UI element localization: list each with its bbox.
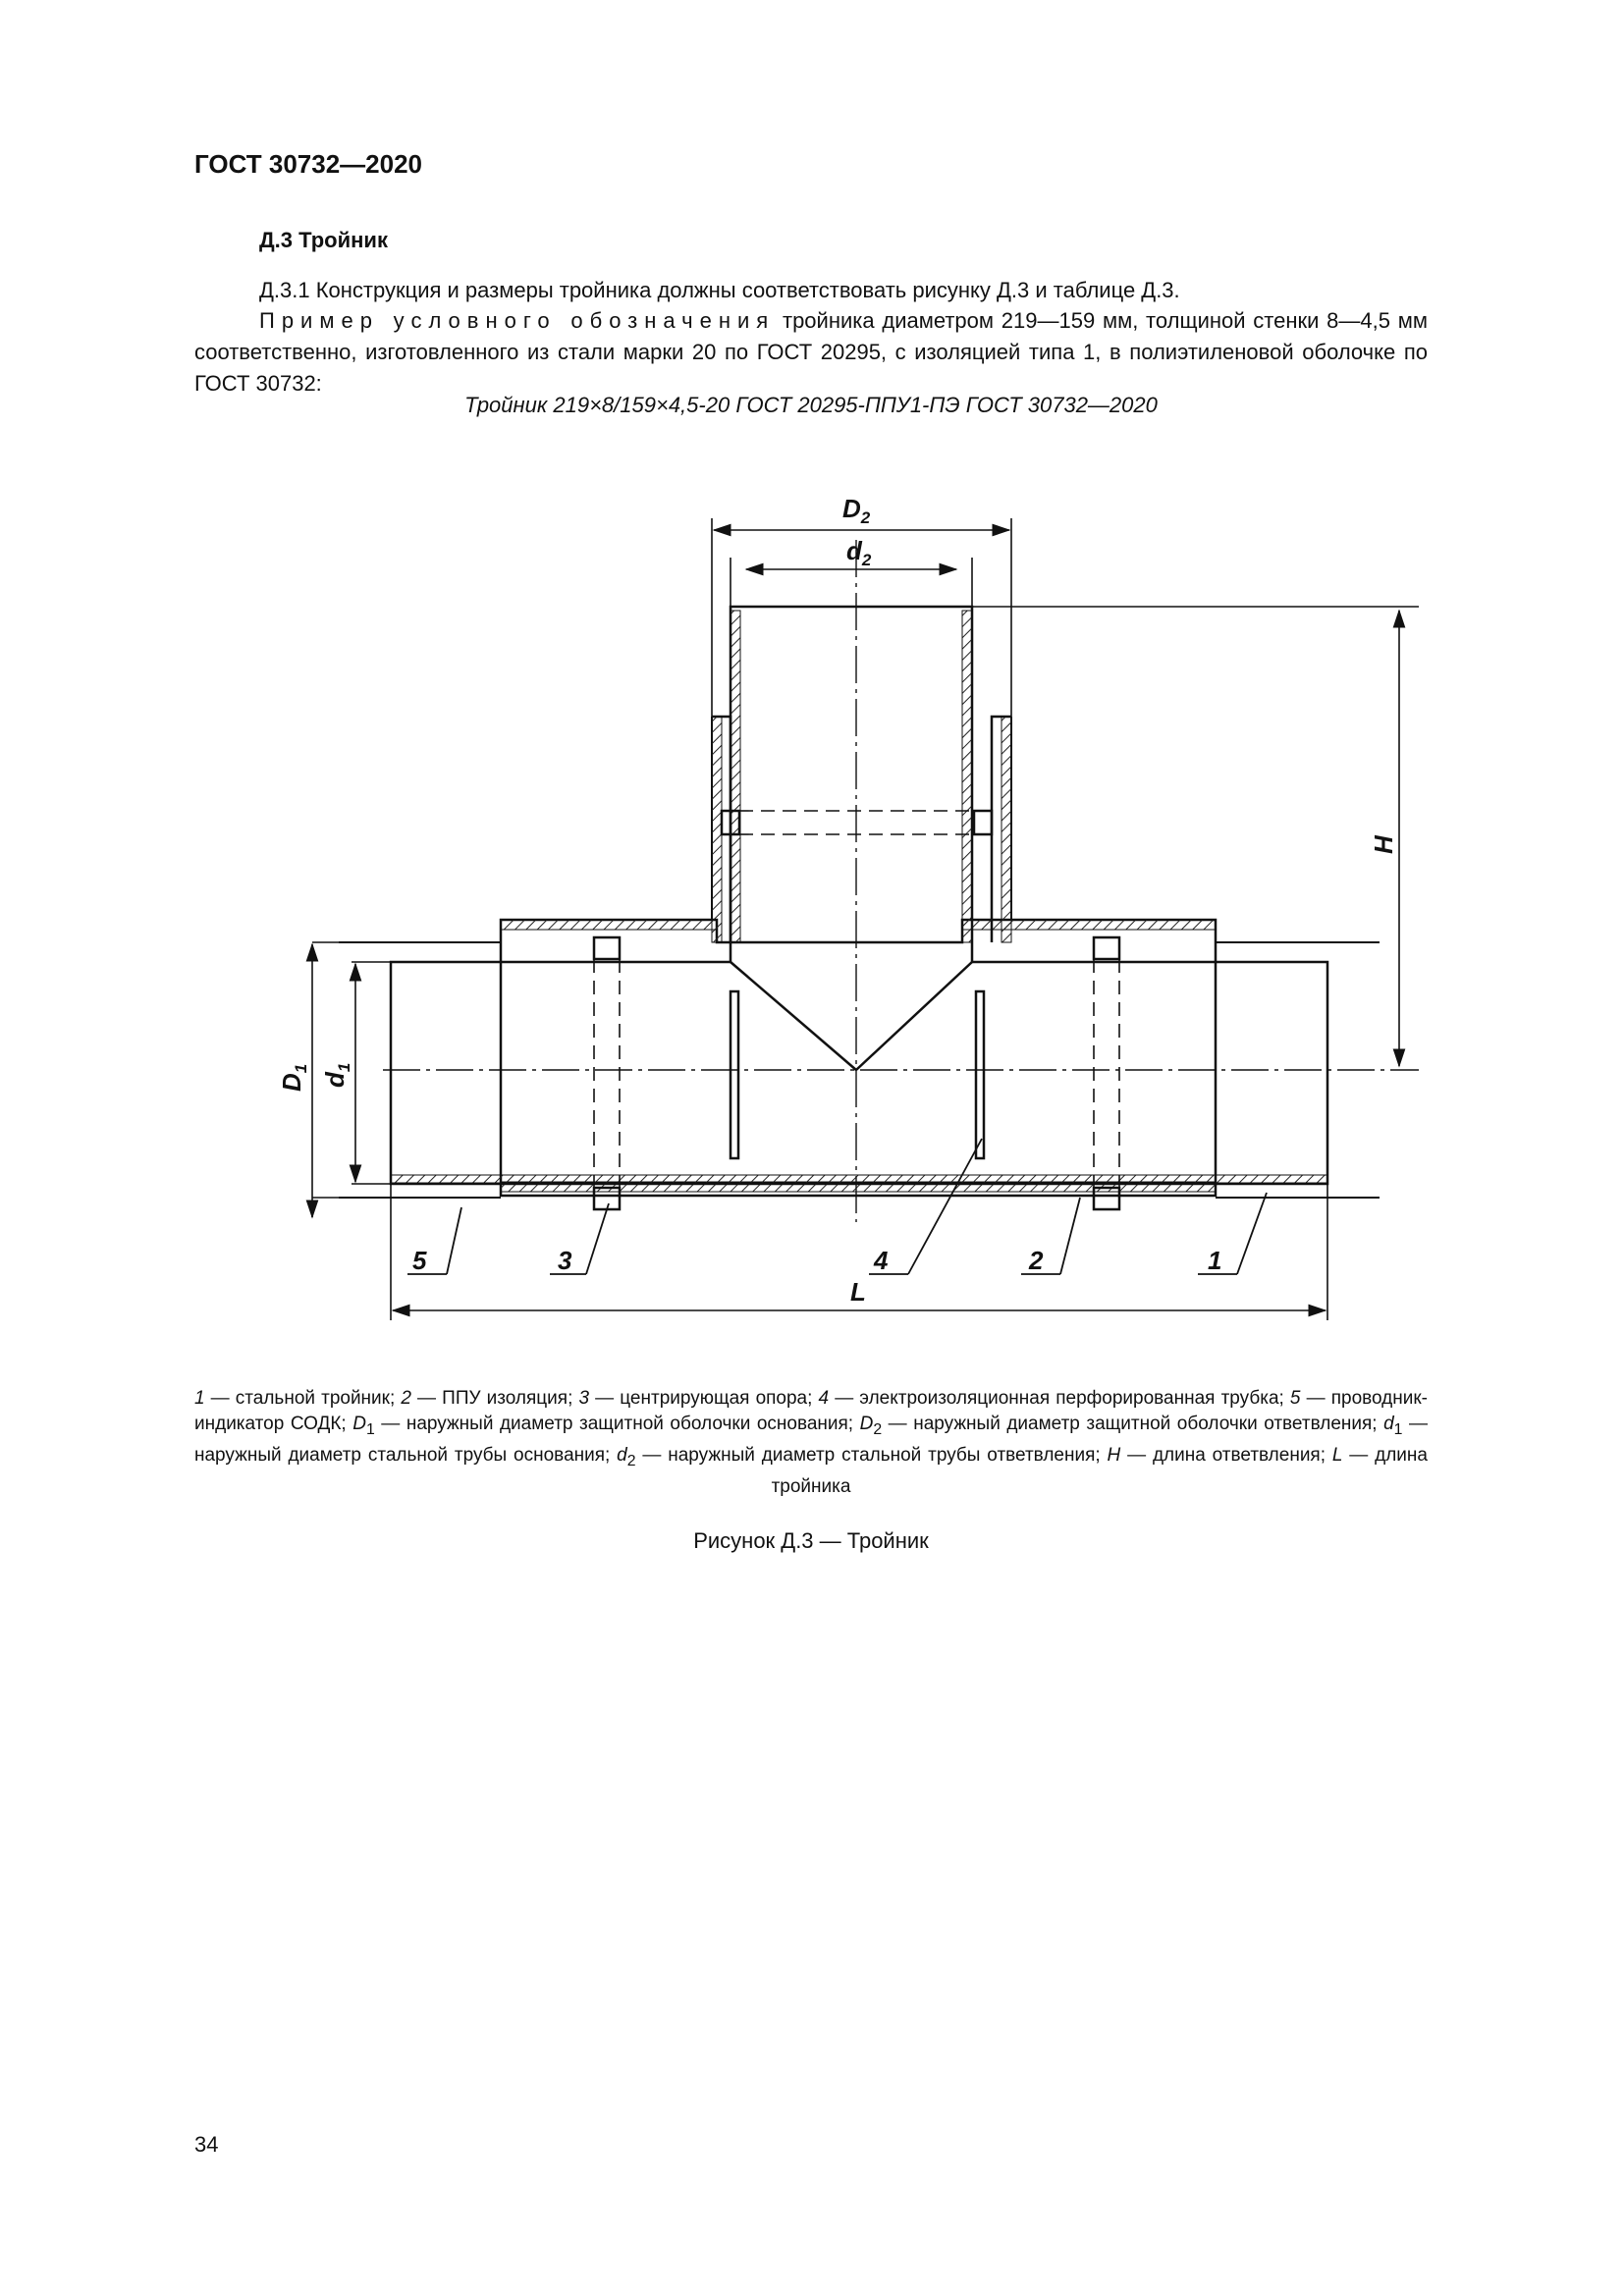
- dim-label-D1: $D_1$: [277, 1063, 310, 1092]
- legend-t1: — стальной тройник;: [204, 1388, 402, 1409]
- dim-label-L: L: [850, 1277, 866, 1307]
- legend-D2-sub: 2: [873, 1420, 883, 1438]
- legend-td2: — наружный диаметр стальной трубы ответвления;: [635, 1444, 1108, 1466]
- legend-t3: — центрирующая опора;: [589, 1388, 819, 1409]
- legend-tD2: — наружный диаметр защитной оболочки ответвления;: [882, 1414, 1384, 1434]
- callout-5: 5: [412, 1246, 427, 1275]
- legend-tH: — длина ответвления;: [1120, 1444, 1332, 1466]
- dim-label-d2: $d_2$: [846, 536, 872, 569]
- steel-tee: [391, 607, 1327, 1184]
- legend-d2: d: [617, 1444, 627, 1466]
- legend-tL: — длина тройника: [771, 1444, 1428, 1497]
- legend-D1: D: [352, 1414, 366, 1434]
- legend-t4: — электроизоляционная перфорированная трубка;: [829, 1388, 1290, 1409]
- legend-tD1: — наружный диаметр защитной оболочки основания;: [374, 1414, 860, 1434]
- legend-D2: D: [859, 1414, 874, 1434]
- legend-n5: 5: [1289, 1388, 1301, 1409]
- dim-label-D2: $D_2$: [842, 494, 871, 527]
- dim-label-H: H: [1369, 835, 1398, 854]
- figure-caption: Рисунок Д.3 — Тройник: [693, 1528, 929, 1553]
- legend-n3: 3: [578, 1388, 590, 1409]
- dim-label-d1: $d_1$: [320, 1062, 353, 1088]
- callout-2: 2: [1029, 1246, 1044, 1275]
- legend-n2: 2: [401, 1388, 411, 1409]
- paragraph-d31: Д.3.1 Конструкция и размеры тройника должны соответствовать рисунку Д.3 и таблице Д.3.: [259, 278, 1180, 302]
- legend-d1-sub: 1: [1393, 1420, 1403, 1438]
- callout-4: 4: [874, 1246, 889, 1275]
- example-text: тройника диаметром 219—159 мм, толщиной стенки 8—4,5 мм соответственно, изготовленного из стали марки 20 по ГОСТ 20295, с изоляцией типа 1, в полиэтиленовой оболочке по ГОСТ 30732:: [194, 308, 1428, 396]
- legend-H: H: [1107, 1444, 1121, 1466]
- legend-t2: — ППУ изоляция;: [410, 1388, 579, 1409]
- section-title: Д.3 Тройник: [259, 228, 388, 252]
- page-number: 34: [194, 2132, 219, 2157]
- legend-D1-sub: 1: [365, 1420, 375, 1438]
- legend-td1: — наружный диаметр стальной трубы основания;: [194, 1414, 1428, 1466]
- legend-n1: 1: [194, 1388, 205, 1409]
- figure-legend: [194, 1386, 1428, 1500]
- legend-t5: — проводник-индикатор СОДК;: [194, 1388, 1428, 1434]
- example-lead: Пример условного обозначения: [259, 308, 776, 333]
- legend-d1: d: [1383, 1414, 1394, 1434]
- legend-d2-sub: 2: [626, 1452, 636, 1469]
- legend-n4: 4: [818, 1388, 830, 1409]
- legend-L: L: [1331, 1444, 1343, 1466]
- designation-example: Тройник 219×8/159×4,5-20 ГОСТ 20295-ППУ1-ПЭ ГОСТ 30732—2020: [464, 393, 1158, 417]
- callout-1: 1: [1208, 1246, 1222, 1275]
- document-header: ГОСТ 30732—2020: [194, 149, 422, 179]
- callout-3: 3: [558, 1246, 572, 1275]
